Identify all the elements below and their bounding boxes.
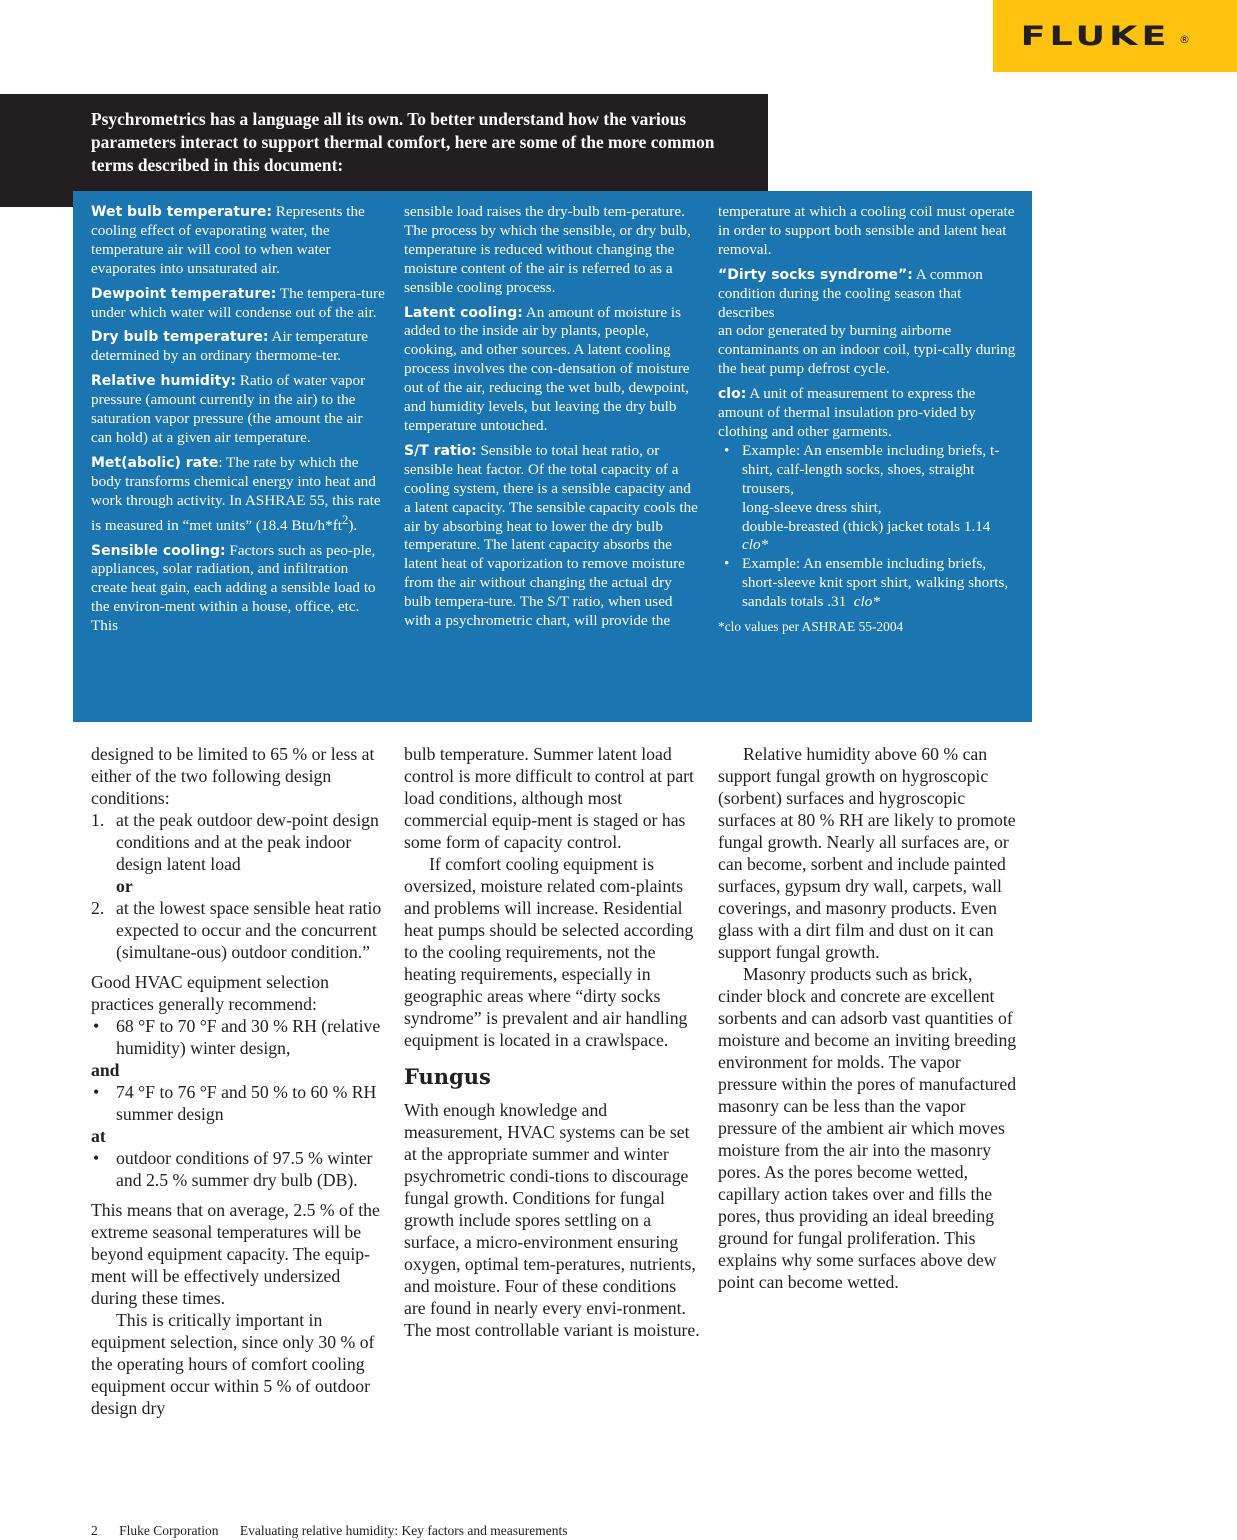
list-number: 2. xyxy=(91,898,105,918)
list-item xyxy=(718,555,1018,612)
definition xyxy=(91,542,386,637)
paragraph: This means that on average, 2.5 % of the extreme seasonal temperatures will be beyond equipment capacity. The equip-ment will be effectively undersized during these times. xyxy=(91,1200,380,1308)
definitions-column-3 xyxy=(718,203,1018,643)
paragraph: If comfort cooling equipment is oversized, moisture related com-plaints and problems will increase. Residential heat pumps should be selected according to the cooling requirements, not the heating requirements, especially in geographic areas where “dirty socks syndrome” is prevalent and air handling equipment is located in a crawlspace. xyxy=(404,854,694,1050)
definition-term: “Dirty socks syndrome”: xyxy=(718,266,913,283)
clo-examples xyxy=(718,442,1018,612)
definition-text: Factors such as peo-ple, appliances, solar radiation, and infiltration create heat gain, each adding a sensible load to the environ-ment within a house, office, etc. This xyxy=(91,541,376,635)
recommendation-list xyxy=(91,1081,387,1125)
list-text: at the lowest space sensible heat ratio expected to occur and the concurrent (simultane-ous) outdoor condition.” xyxy=(116,898,382,962)
definitions-column-2 xyxy=(404,203,700,637)
definition-text: an odor generated by burning airborne contaminants on an indoor coil, typi-cally during the heat pump defrost cycle. xyxy=(718,322,1016,378)
or-text: or xyxy=(116,876,133,896)
definition xyxy=(91,454,386,536)
definition xyxy=(404,442,700,631)
definition-term: Latent cooling: xyxy=(404,304,523,321)
definition-text: sensible load raises the dry-bulb tem-perature. The process by which the sensible, or dry bulb, temperature is reduced without changing the moisture content of the air is referred to as a sensible cooling process. xyxy=(404,203,691,296)
superscript: 2 xyxy=(341,512,349,527)
recommendation-list xyxy=(91,1015,387,1059)
logo-text: FLUKE xyxy=(1020,20,1171,52)
clo-unit: clo* xyxy=(742,536,769,554)
paragraph: Good HVAC equipment selection practices generally recommend: xyxy=(91,972,329,1014)
definition-text: Represents the cooling effect of evaporating water, the temperature air will cool to when water evaporates into unsaturated air. xyxy=(91,203,365,277)
definition-term: Relative humidity: xyxy=(91,373,237,390)
definition-text: The tempera-ture under which water will condense out of the air. xyxy=(91,284,385,321)
footer-title: Evaluating relative humidity: Key factors and measurements xyxy=(239,1523,568,1538)
definition-term: clo: xyxy=(718,386,747,403)
list-item: • 68 °F to 70 °F and 30 % RH (relative humidity) winter design, xyxy=(91,1015,387,1059)
definition-text: A unit of measurement to express the amount of thermal insulation pro-vided by clothing and other garments. xyxy=(718,385,976,440)
page-number: 2 xyxy=(91,1523,98,1538)
section-heading: Fungus xyxy=(404,1064,491,1089)
list-item: • 74 °F to 76 °F and 50 % to 60 % RH summer design xyxy=(91,1081,387,1125)
page-footer xyxy=(91,1523,586,1539)
definition xyxy=(718,266,1018,379)
list-item xyxy=(91,809,387,897)
definition-term: S/T ratio: xyxy=(404,442,477,459)
definition-term: Met(abolic) rate xyxy=(91,454,219,471)
definition-text: Sensible to total heat ratio, or sensible heat factor. Of the total capacity of a cooling system, there is a sensible capacity and a latent capacity. The sensible capacity cools the air by absorbing heat to lower the dry bulb temperature. The latent capacity absorbs the latent heat of vaporization to remove moisture from the air without changing the actual dry bulb tempera-ture. The S/T ratio, when used with a psychrometric chart, will provide the xyxy=(404,441,698,630)
paragraph: Masonry products such as brick, cinder block and concrete are excellent sorbents and can adsorb vast quantities of moisture and become an inviting breeding environment for molds. The vapor pressure within the pores of manufactured masonry can be less than the vapor pressure of the ambient air which moves moisture from the air into the masonry pores. As the pores become wetted, capillary action takes over and fills the pores, thus providing an ideal breeding ground for fungal proliferation. This explains why some surfaces above dew point can become wetted. xyxy=(718,964,1017,1292)
body-column-3 xyxy=(718,743,1017,1293)
fluke-logo xyxy=(993,0,1237,72)
definition xyxy=(404,304,700,436)
definition xyxy=(718,385,1018,442)
paragraph: With enough knowledge and measurement, HVAC systems can be set at the appropriate summer and winter psychrometric condi-tions to discourage fungal growth. Conditions for fungal growth include spores settling on a surface, a micro-environment ensuring oxygen, optimal tem-peratures, nutrients, and moisture. Four of these conditions are found in nearly every envi-ronment. The most controllable variant is moisture. xyxy=(404,1100,700,1340)
and-text: and xyxy=(91,1060,120,1080)
intro-text: Psychrometrics has a language all its own. To better understand how the various parameters interact to support thermal comfort, here are some of the more common terms described in this document: xyxy=(91,109,715,175)
list-item: • outdoor conditions of 97.5 % winter and 2.5 % summer dry bulb (DB). xyxy=(91,1147,387,1191)
list-text: at the peak outdoor dew-point design conditions and at the peak indoor design latent load xyxy=(116,810,379,874)
definition xyxy=(404,203,700,298)
definition-term: Dry bulb temperature: xyxy=(91,329,269,346)
list-item xyxy=(718,442,1018,555)
definition-text: Air temperature determined by an ordinary thermome-ter. xyxy=(91,328,369,365)
registered-mark: ® xyxy=(1178,32,1190,46)
paragraph: Relative humidity above 60 % can support fungal growth on hygroscopic (sorbent) surfaces and hygroscopic surfaces at 80 % RH are likely to promote fungal growth. Nearly all surfaces are, or can become, sorbent and include painted surfaces, gypsum dry wall, carpets, wall coverings, and masonry products. Even glass with a dirt film and dust on it can support fungal growth. xyxy=(718,744,1016,962)
footer-company: Fluke Corporation xyxy=(119,1523,219,1538)
at-text: at xyxy=(91,1126,106,1146)
example-text: Example: An ensemble including briefs, short-sleeve knit sport shirt, walking shorts, xyxy=(742,555,1009,592)
paragraph: This is critically important in equipment selection, since only 30 % of the operating hours of comfort cooling equipment occur within 5 % of outdoor design dry xyxy=(91,1310,375,1418)
list-number: 1. xyxy=(91,810,105,830)
example-text: Example: An ensemble including briefs, t-shirt, calf-length socks, shoes, straight trousers, xyxy=(742,441,1000,497)
definition-text-end: ). xyxy=(348,516,358,534)
definition xyxy=(91,203,386,279)
definition-term: Dewpoint temperature: xyxy=(91,285,277,302)
footnote: *clo values per ASHRAE 55-2004 xyxy=(718,619,904,635)
clo-unit: clo* xyxy=(853,593,880,611)
definitions-column-1 xyxy=(91,203,386,642)
paragraph: designed to be limited to 65 % or less at either of the two following design conditions: xyxy=(91,744,375,808)
definition xyxy=(91,372,386,448)
recommendation-list xyxy=(91,1147,387,1191)
example-text: double-breasted (thick) jacket totals 1.14 xyxy=(742,517,991,535)
definition-text: Ratio of water vapor pressure (amount currently in the air) to the saturation vapor pressure (the amount the air can hold) at a given air temperature. xyxy=(91,372,366,446)
definition-term: Wet bulb temperature: xyxy=(91,204,272,220)
design-conditions-list xyxy=(91,809,387,963)
definition-text: : The rate by which the body transforms chemical energy into heat and work through activity. In ASHRAE 55, this rate is measured in “met units” (18.4 Btu/h*ft xyxy=(91,453,381,534)
definition xyxy=(91,285,386,323)
body-column-2 xyxy=(404,743,701,1341)
list-item xyxy=(91,897,387,963)
body-column-1 xyxy=(91,743,387,1419)
definitions-box xyxy=(73,191,1032,722)
example-text: sandals totals .31 xyxy=(742,593,847,611)
definition xyxy=(91,328,386,366)
definition-continued: temperature at which a cooling coil must operate in order to support both sensible and latent heat removal. xyxy=(718,203,1015,258)
example-text: long-sleeve dress shirt, xyxy=(742,498,882,516)
definition-text: An amount of moisture is added to the inside air by plants, people, cooking, and other sources. A latent cooling process involves the con-densation of moisture out of the air, reducing the wet bulb, dewpoint, and humidity levels, but leaving the dry bulb temperature untouched. xyxy=(404,303,690,434)
definition-term: Sensible cooling: xyxy=(91,542,226,559)
paragraph: bulb temperature. Summer latent load control is more difficult to control at part load conditions, although most commercial equip-ment is staged or has some form of capacity control. xyxy=(404,744,694,852)
definition-text: A common condition during the cooling season that describes xyxy=(718,265,983,321)
